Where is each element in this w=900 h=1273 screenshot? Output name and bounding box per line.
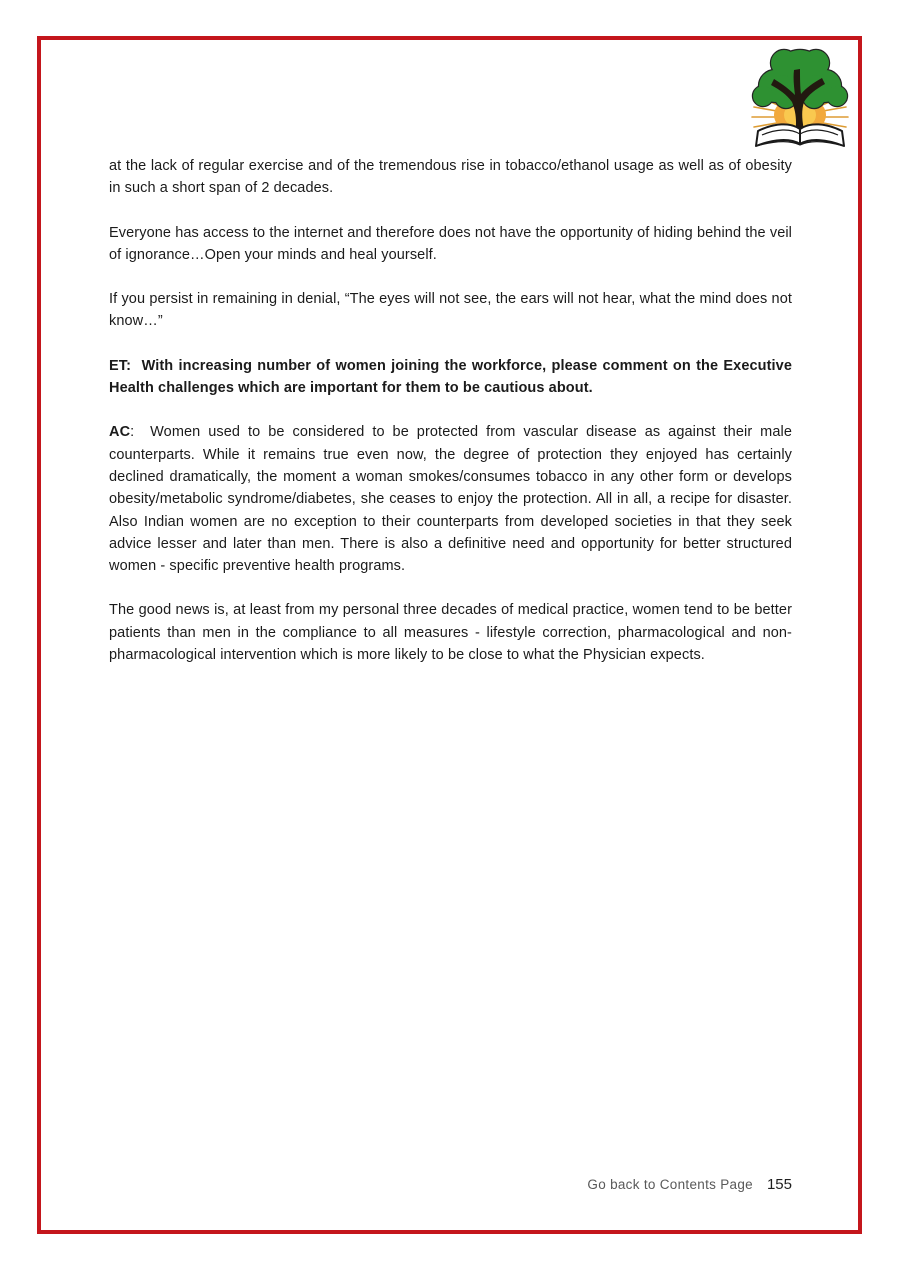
paragraph-exercise-obesity: at the lack of regular exercise and of the tremendous rise in tobacco/ethanol usage as well as of obesity in such a short span of 2 decades. <box>109 158 792 197</box>
logo <box>744 44 856 154</box>
speaker-prefix: ET: <box>109 357 132 374</box>
paragraph-internet-access: Everyone has access to the internet and therefore does not have the opportunity of hiding behind the veil of ignorance…Open your minds and heal yourself. <box>109 224 792 263</box>
page-number: 155 <box>766 1176 792 1193</box>
tree-over-open-book-logo-icon <box>744 44 856 154</box>
paragraph-denial-quote: If you persist in remaining in denial, “The eyes will not see, the ears will not hear, what the mind does not know…” <box>109 291 792 330</box>
body-text <box>109 155 792 688</box>
contents-page-link[interactable]: Go back to Contents Page <box>587 1177 753 1192</box>
paragraph-ac-answer: AC: Women used to be considered to be protected from vascular disease as against their male counterparts. While it remains true even now, the degree of protection they enjoyed has certainly declined dramatically, the moment a woman smokes/consumes tobacco in any other form or develops obesity/metabolic syndrome/diabetes, she ceases to enjoy the protection. All in all, a recipe for disaster. Also Indian women are no exception to their counterparts from developed societies in that they seek advice lesser and later than men. There is also a definitive need and opportunity for better structured women - specific preventive health programs. <box>109 424 792 575</box>
speaker-prefix: AC <box>109 424 131 441</box>
paragraph-et-question: ET: With increasing number of women joining the workforce, please comment on the Executive Health challenges which are important for them to be cautious about. <box>109 357 792 397</box>
page-footer <box>109 1176 792 1194</box>
paragraph-good-news: The good news is, at least from my personal three decades of medical practice, women tend to be better patients than men in the compliance to all measures - lifestyle correction, pharmacological and non-pharmacological intervention which is more likely to be close to what the Physician expects. <box>109 602 792 664</box>
